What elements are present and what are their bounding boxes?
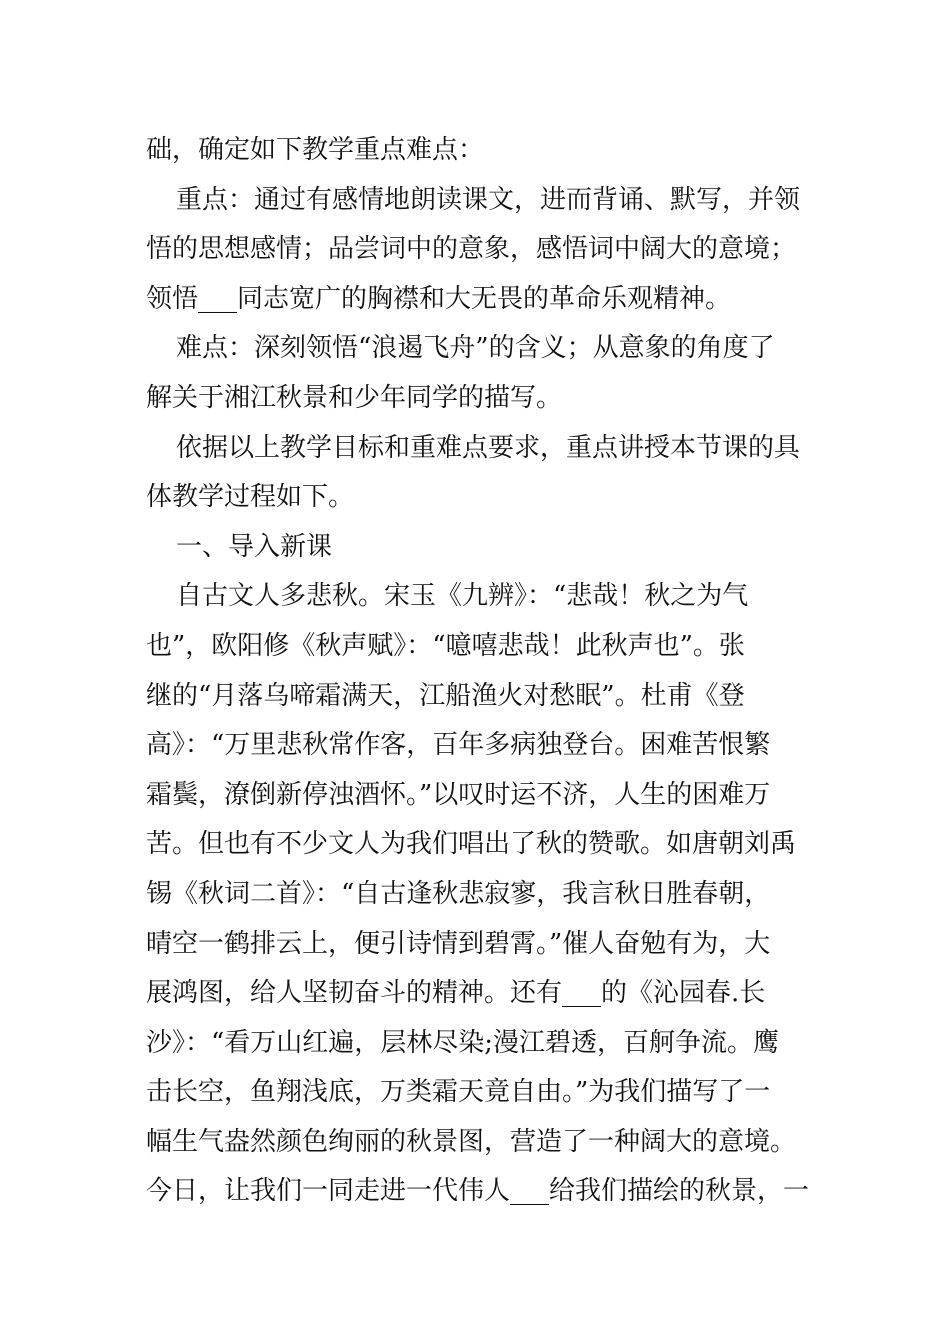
text-line: 重点：通过有感情地朗读课文，进而背诵、默写，并领	[176, 184, 801, 215]
text-line: 锡《秋词二首》：“自古逢秋悲寂寥，我言秋日胜春朝，	[146, 878, 771, 909]
text-line: 苦。但也有不少文人为我们唱出了秋的赞歌。如唐朝刘禹	[146, 829, 797, 860]
text-line: 自古文人多悲秋。宋玉《九辨》：“悲哉！秋之为气	[176, 581, 749, 612]
text-line: 今日，让我们一同走进一代伟人___给我们描绘的秋景，一	[146, 1176, 810, 1207]
text-line: 悟的思想感情；品尝词中的意象，感悟词中阔大的意境；	[146, 234, 797, 265]
text-line: 高》：“万里悲秋常作客，百年多病独登台。困难苦恨繁	[146, 730, 771, 761]
text-line: 难点：深刻领悟“浪遏飞舟”的含义；从意象的角度了	[176, 333, 775, 364]
text-line: 击长空，鱼翔浅底，万类霜天竟自由。”为我们描写了一	[146, 1077, 771, 1108]
text-line: 础，确定如下教学重点难点：	[146, 135, 485, 165]
text-line: 也”，欧阳修《秋声赋》：“噫嘻悲哉！此秋声也”。张	[146, 630, 745, 661]
text-line: 继的“月落乌啼霜满天，江船渔火对愁眠”。杜甫《登	[146, 680, 745, 711]
text-line: 一、导入新课	[176, 531, 333, 562]
text-line: 依据以上教学目标和重难点要求，重点讲授本节课的具	[176, 432, 801, 463]
text-line: 体教学过程如下。	[146, 482, 355, 513]
text-line: 沙》：“看万山红遍，层林尽染;漫江碧透，百舸争流。鹰	[146, 1027, 780, 1058]
text-line: 领悟___同志宽广的胸襟和大无畏的革命乐观精神。	[146, 283, 732, 314]
text-line: 霜鬓，潦倒新停浊酒怀。”以叹时运不济，人生的困难万	[146, 779, 771, 810]
text-line: 解关于湘江秋景和少年同学的描写。	[146, 382, 563, 413]
text-line: 晴空一鹤排云上，便引诗情到碧霄。”催人奋勉有为，大	[146, 928, 771, 959]
text-line: 展鸿图，给人坚韧奋斗的精神。还有___的《沁园春.长	[146, 978, 766, 1009]
text-line: 幅生气盎然颜色绚丽的秋景图，营造了一种阔大的意境。	[146, 1126, 797, 1157]
document-body	[146, 126, 810, 1217]
